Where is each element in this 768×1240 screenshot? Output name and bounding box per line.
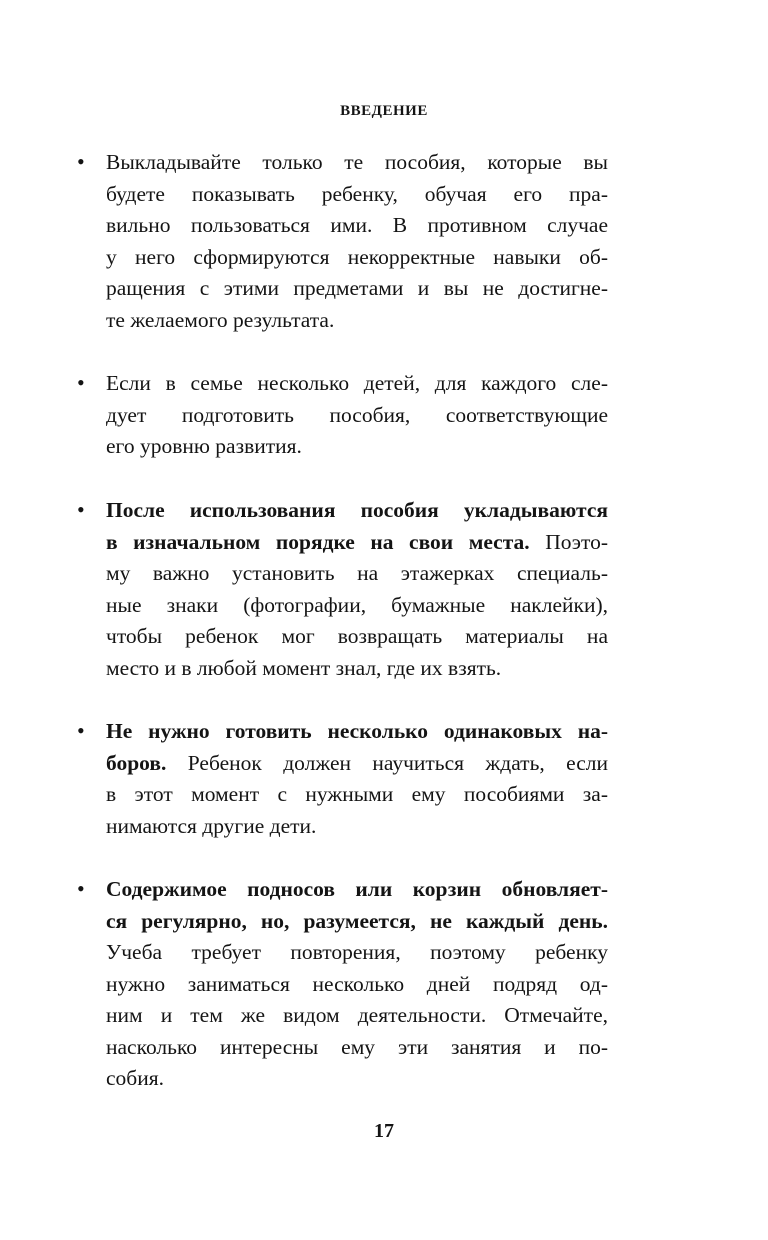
text-line bbox=[106, 430, 608, 462]
bold-text: ся регулярно, но, разумеется, не каждый день. bbox=[106, 909, 608, 933]
text-line bbox=[106, 178, 608, 210]
text-line bbox=[106, 715, 608, 747]
text-line bbox=[106, 557, 608, 589]
bullet-icon: • bbox=[77, 370, 85, 395]
bold-text: После использования пособия укладываются bbox=[106, 498, 608, 522]
text-line bbox=[106, 652, 608, 684]
body-text: му важно установить на этажерках специаль- bbox=[106, 561, 608, 585]
bold-text: в изначальном порядке на свои места. bbox=[106, 530, 530, 554]
body-text: Поэто- bbox=[529, 530, 608, 554]
body-text: ные знаки (фотографии, бумажные наклейки), bbox=[106, 593, 608, 617]
bullet-icon: • bbox=[77, 718, 85, 743]
body-text: Ребенок должен научиться ждать, если bbox=[166, 751, 608, 775]
body-text: насколько интересны ему эти занятия и по- bbox=[106, 1035, 608, 1059]
text-line bbox=[106, 873, 608, 905]
text-line bbox=[106, 620, 608, 652]
text-line bbox=[106, 241, 608, 273]
text-line bbox=[106, 810, 608, 842]
text-line bbox=[106, 778, 608, 810]
body-text: дует подготовить пособия, соответствующие bbox=[106, 403, 608, 427]
text-line bbox=[106, 968, 608, 1000]
text-line bbox=[106, 146, 608, 178]
body-text: нужно заниматься несколько дней подряд од- bbox=[106, 972, 608, 996]
bold-text: Не нужно готовить несколько одинаковых на- bbox=[106, 719, 608, 743]
text-line bbox=[106, 494, 608, 526]
body-text: чтобы ребенок мог возвращать материалы на bbox=[106, 624, 608, 648]
text-line bbox=[106, 905, 608, 937]
body-text: ним и тем же видом деятельности. Отмечайте, bbox=[106, 1003, 608, 1027]
body-text: Если в семье несколько детей, для каждого сле- bbox=[106, 371, 608, 395]
text-line bbox=[106, 589, 608, 621]
text-line bbox=[106, 367, 608, 399]
text-line bbox=[106, 272, 608, 304]
body-text: Учеба требует повторения, поэтому ребенку bbox=[106, 940, 608, 964]
body-text: место и в любой момент знал, где их взять. bbox=[106, 656, 502, 680]
body-text: в этот момент с нужными ему пособиями за- bbox=[106, 782, 608, 806]
text-line bbox=[106, 936, 608, 968]
bullet-icon: • bbox=[77, 149, 85, 174]
body-text: те желаемого результата. bbox=[106, 308, 335, 332]
body-text: его уровню развития. bbox=[106, 434, 302, 458]
body-text: будете показывать ребенку, обучая его пра- bbox=[106, 182, 608, 206]
text-line bbox=[106, 1031, 608, 1063]
body-text: собия. bbox=[106, 1066, 165, 1090]
text-line bbox=[106, 209, 608, 241]
body-text: вильно пользоваться ими. В противном случае bbox=[106, 213, 608, 237]
text-line bbox=[106, 747, 608, 779]
running-head: ВВЕДЕНИЕ bbox=[340, 103, 428, 119]
page-number: 17 bbox=[374, 1120, 394, 1142]
text-line bbox=[106, 999, 608, 1031]
body-text: нимаются другие дети. bbox=[106, 814, 317, 838]
text-line bbox=[106, 526, 608, 558]
text-line bbox=[106, 304, 608, 336]
body-text: у него сформируются некорректные навыки об- bbox=[106, 245, 608, 269]
bullet-icon: • bbox=[77, 876, 85, 901]
bold-text: Содержимое подносов или корзин обновляет- bbox=[106, 877, 608, 901]
body-text: ращения с этими предметами и вы не достигне- bbox=[106, 276, 608, 300]
text-line bbox=[106, 399, 608, 431]
body-text: Выкладывайте только те пособия, которые вы bbox=[106, 150, 608, 174]
bold-text: боров. bbox=[106, 751, 167, 775]
text-line bbox=[106, 1062, 608, 1094]
bullet-icon: • bbox=[77, 497, 85, 522]
